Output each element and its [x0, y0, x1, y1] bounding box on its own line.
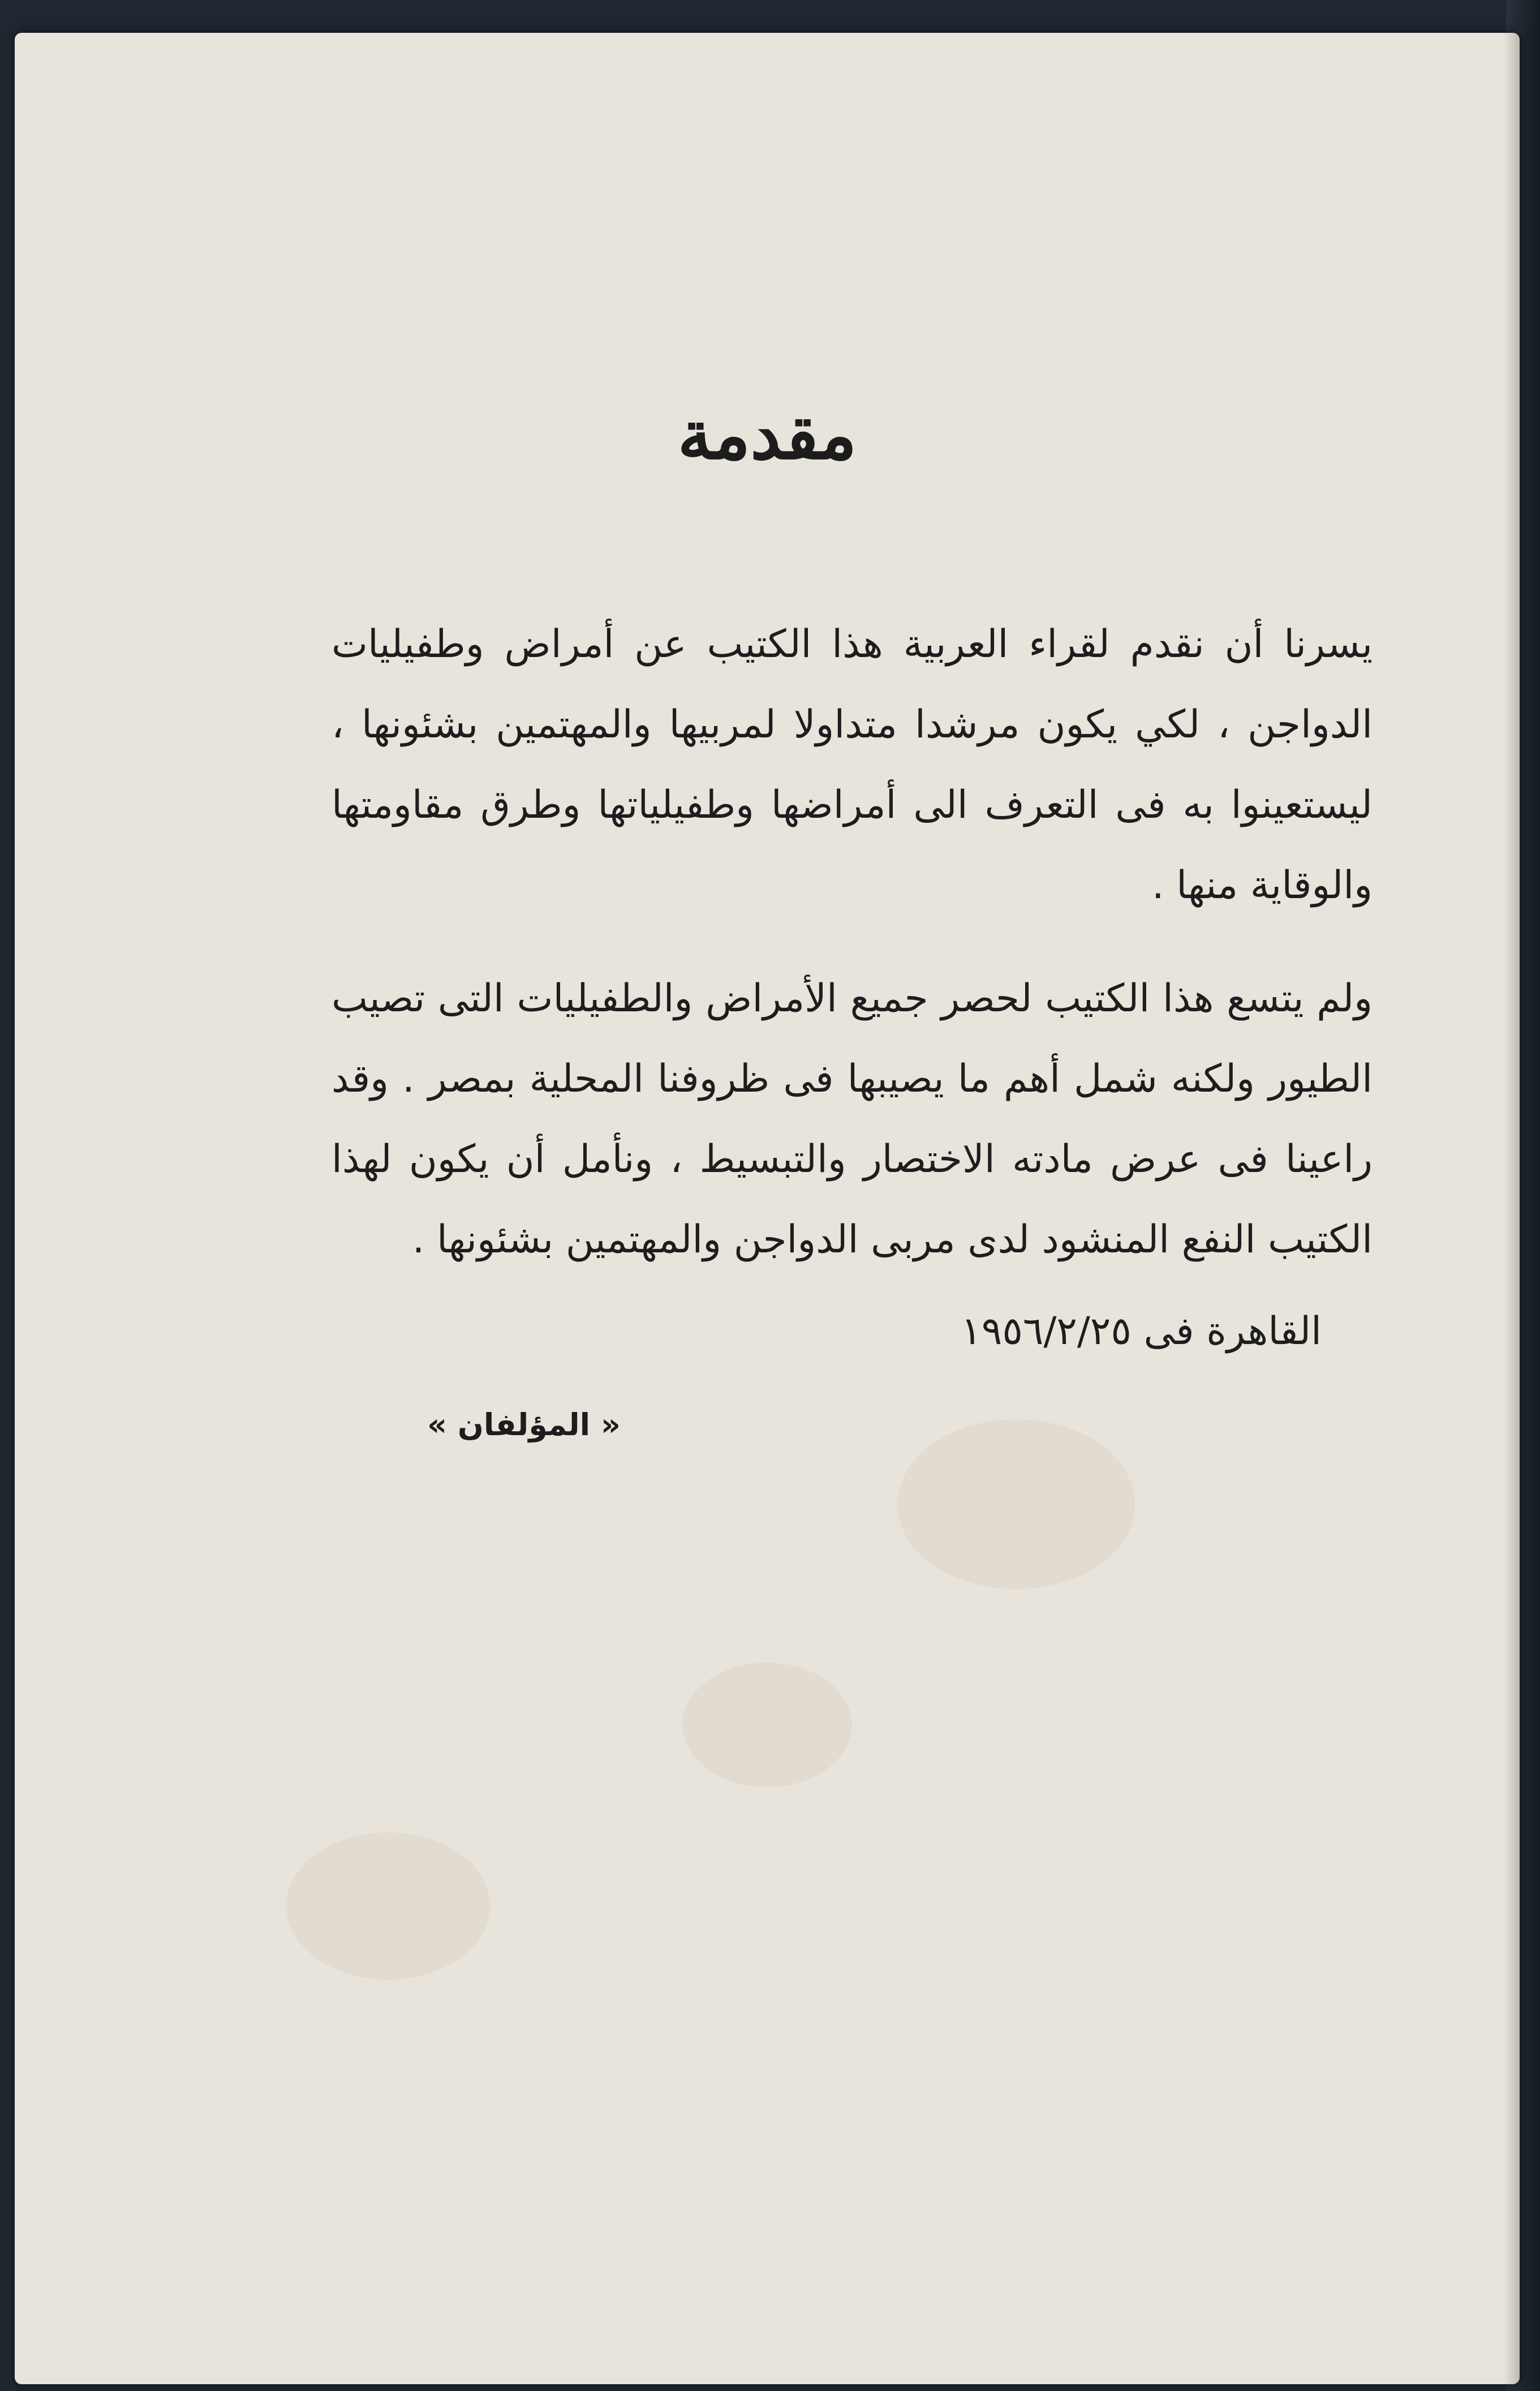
page-title: مقدمة	[677, 395, 857, 475]
paper-stain	[897, 1419, 1135, 1589]
paper-stain	[286, 1832, 490, 1980]
paragraph: ولم يتسع هذا الكتيب لحصر جميع الأمراض والطفيليات التى تصيب الطيور ولكنه شمل أهم ما يصيبها فى ظروفنا المحلية بمصر . وقد راعينا فى عرض مادته الاختصار والتبسيط ، ونأمل أن يكون لهذا الكتيب النفع المنشود لدى مربى الدواجن والمهتمين بشئونها .	[332, 976, 1373, 1262]
book-page	[15, 33, 1520, 2384]
authors-signature: « المؤلفان »	[427, 1407, 621, 1443]
paper-stain	[682, 1663, 852, 1787]
introduction-text	[332, 604, 1373, 1313]
paragraph: يسرنا أن نقدم لقراء العربية هذا الكتيب عن أمراض وطفيليات الدواجن ، لكي يكون مرشدا متداولا لمربيها والمهتمين بشئونها ، ليستعينوا به فى التعرف الى أمراضها وطفيلياتها وطرق مقاومتها والوقاية منها .	[332, 622, 1373, 908]
place-and-date: القاهرة فى ١٩٥٦/٢/٢٥	[961, 1309, 1322, 1354]
page-edge-shadow	[1504, 33, 1520, 2384]
